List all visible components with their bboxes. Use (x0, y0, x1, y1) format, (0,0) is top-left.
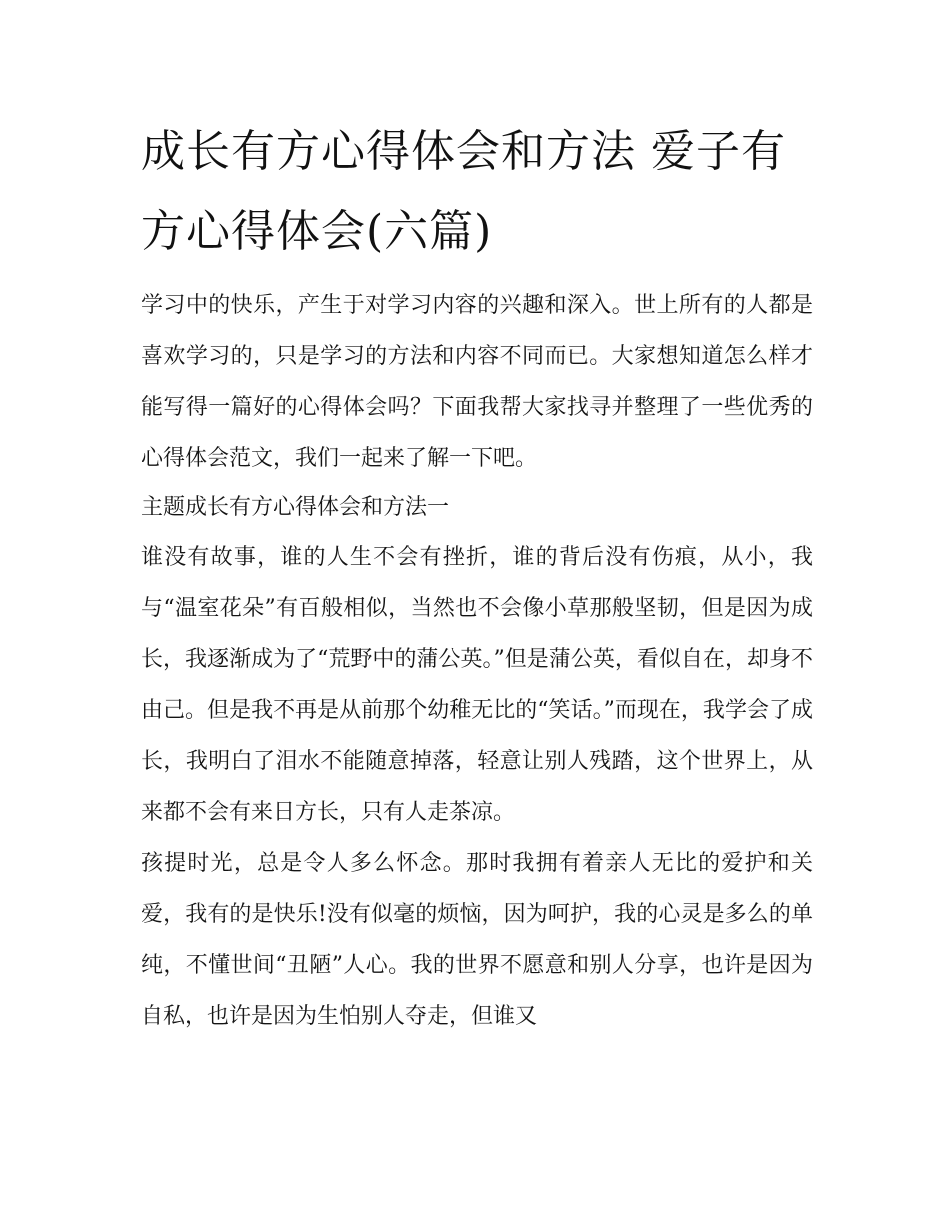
intro-paragraph: 学习中的快乐，产生于对学习内容的兴趣和深入。世上所有的人都是喜欢学习的，只是学习的方法和内容不同而已。大家想知道怎么样才能写得一篇好的心得体会吗？下面我帮大家找寻并整理了一些优秀的心得体会范文，我们一起来了解一下吧。 (141, 293, 813, 471)
document-body (141, 280, 813, 1042)
section-heading: 主题成长有方心得体会和方法一 (141, 495, 450, 520)
document-title: 成长有方心得体会和方法 爱子有方心得体会(六篇) (141, 126, 786, 257)
document-content (141, 112, 813, 1042)
body-paragraph: 谁没有故事，谁的人生不会有挫折，谁的背后没有伤痕，从小，我与“温室花朵”有百般相似，当然也不会像小草那般坚韧，但是因为成长，我逐渐成为了“荒野中的蒲公英。”但是蒲公英，看似自在，却身不由己。但是我不再是从前那个幼稚无比的“笑话。”而现在，我学会了成长，我明白了泪水不能随意掉落，轻意让别人残踏，这个世界上，从来都不会有来日方长，只有人走茶凉。 (141, 545, 813, 825)
body-paragraph: 孩提时光，总是令人多么怀念。那时我拥有着亲人无比的爱护和关爱，我有的是快乐!没有似毫的烦恼，因为呵护，我的心灵是多么的单纯，不懂世间“丑陋”人心。我的世界不愿意和别人分享，也许是因为自私，也许是因为生怕别人夺走，但谁又 (141, 851, 813, 1029)
